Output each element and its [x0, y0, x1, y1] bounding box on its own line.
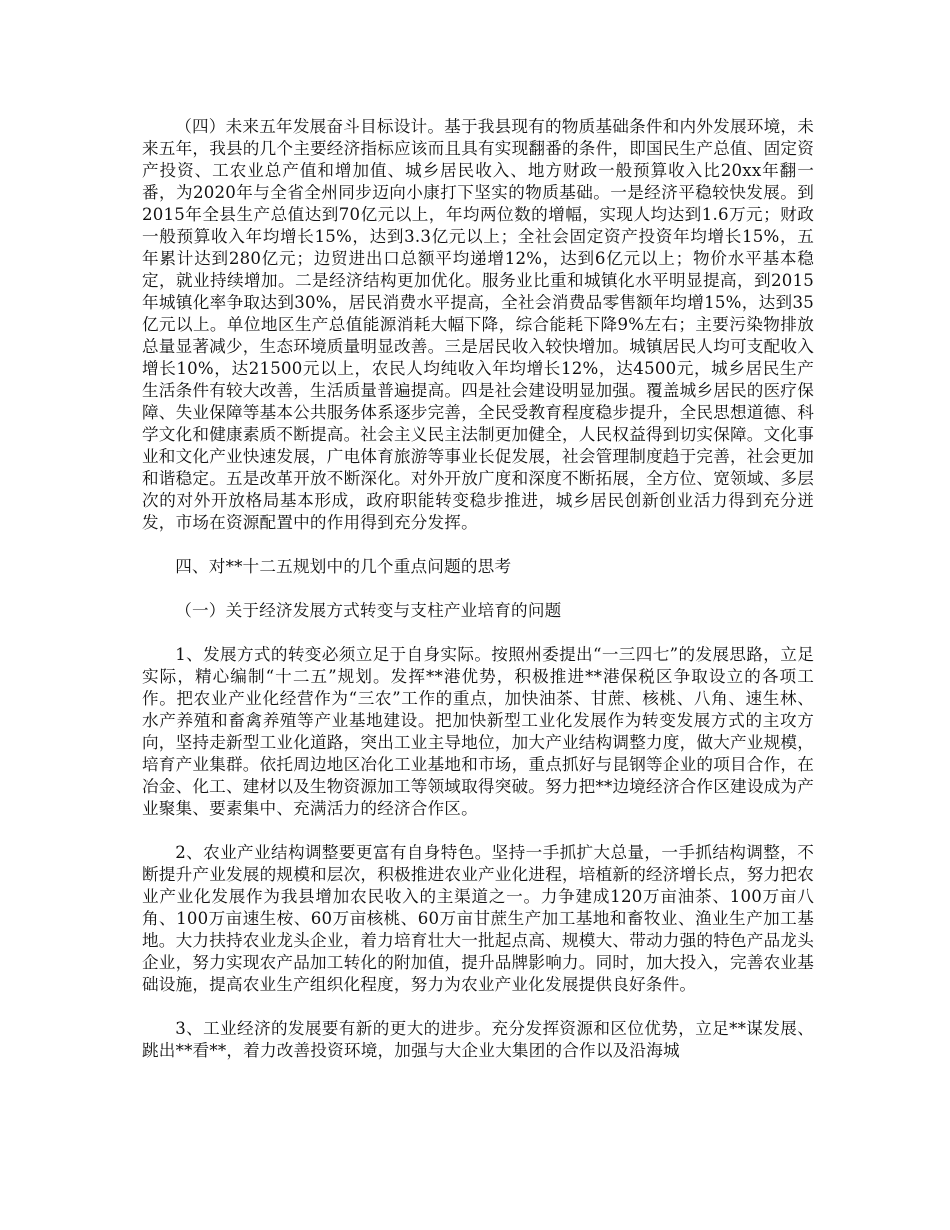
paragraph-industry: 3、工业经济的发展要有新的更大的进步。充分发挥资源和区位优势，立足**谋发展、跳出**看**，着力改善投资环境，加强与大企业大集团的合作以及沿海城: [142, 1019, 814, 1060]
paragraph-development-goals: （四）未来五年发展奋斗目标设计。基于我县现有的物质基础条件和内外发展环境，未来五年，我县的几个主要经济指标应该而且具有实现翻番的条件，即国民生产总值、固定资产投资、工农业总产值和增加值、城乡居民收入、地方财政一般预算收入比20xx年翻一番，为2020年与全省全州同步迈向小康打下坚实的物质基础。一是经济平稳较快发展。到2015年全县生产总值达到70亿元以上，年均两位数的增幅，实现人均达到1.6万元；财政一般预算收入年均增长15%，达到3.3亿元以上；全社会固定资产投资年均增长15%，五年累计达到280亿元；边贸进出口总额平均递增12%，达到6亿元以上；物价水平基本稳定，就业持续增加。二是经济结构更加优化。服务业比重和城镇化水平明显提高，到2015年城镇化率争取达到30%，居民消费水平提高，全社会消费品零售额年均增15%，达到35亿元以上。单位地区生产总值能源消耗大幅下降，综合能耗下降9%左右；主要污染物排放总量显著减少，生态环境质量明显改善。三是居民收入较快增加。城镇居民人均可支配收入增长10%，达21500元以上，农民人均纯收入年均增长12%，达4500元，城乡居民生产生活条件有较大改善，生活质量普遍提高。四是社会建设明显加强。覆盖城乡居民的医疗保障、失业保障等基本公共服务体系逐步完善，全民受教育程度稳步提升，全民思想道德、科学文化和健康素质不断提高。社会主义民主法制更加健全，人民权益得到切实保障。文化事业和文化产业快速发展，广电体育旅游等事业长促发展，社会管理制度趋于完善，社会更加和谐稳定。五是改革开放不断深化。对外开放广度和深度不断拓展，全方位、宽领域、多层次的对外开放格局基本形成，政府职能转变稳步推进，城乡居民创新创业活力得到充分迸发，市场在资源配置中的作用得到充分发挥。: [142, 117, 814, 532]
paragraph-development-mode: 1、发展方式的转变必须立足于自身实际。按照州委提出“一三四七”的发展思路，立足实际，精心编制“十二五”规划。发挥**港优势，积极推进**港保税区争取设立的各项工作。把农业产业化经营作为“三农”工作的重点，加快油茶、甘蔗、核桃、八角、速生林、水产养殖和畜禽养殖等产业基地建设。把加快新型工业化发展作为转变发展方式的主攻方向，坚持走新型工业化道路，突出工业主导地位，加大产业结构调整力度，做大产业规模，培育产业集群。依托周边地区冶化工业基地和市场，重点抓好与昆钢等企业的项目合作，在冶金、化工、建材以及生物资源加工等领域取得突破。努力把**边境经济合作区建设成为产业聚集、要素集中、充满活力的经济合作区。: [142, 645, 814, 818]
paragraph-agriculture: 2、农业产业结构调整要更富有自身特色。坚持一手抓扩大总量，一手抓结构调整，不断提升产业发展的规模和层次，积极推进农业产业化进程，培植新的经济增长点，努力把农业产业化发展作为我县增加农民收入的主渠道之一。力争建成120万亩油茶、100万亩八角、100万亩速生桉、60万亩核桃、60万亩甘蔗生产加工基地和畜牧业、渔业生产加工基地。大力扶持农业龙头企业，着力培育壮大一批起点高、规模大、带动力强的特色产品龙头企业，努力实现农产品加工转化的附加值，提升品牌影响力。同时，加大投入，完善农业基础设施，提高农业生产组织化程度，努力为农业产业化发展提供良好条件。: [142, 843, 814, 994]
section-heading: 四、对**十二五规划中的几个重点问题的思考: [175, 557, 512, 576]
document-page: [142, 116, 814, 1062]
sub-heading: （一）关于经济发展方式转变与支柱产业培育的问题: [175, 601, 562, 620]
